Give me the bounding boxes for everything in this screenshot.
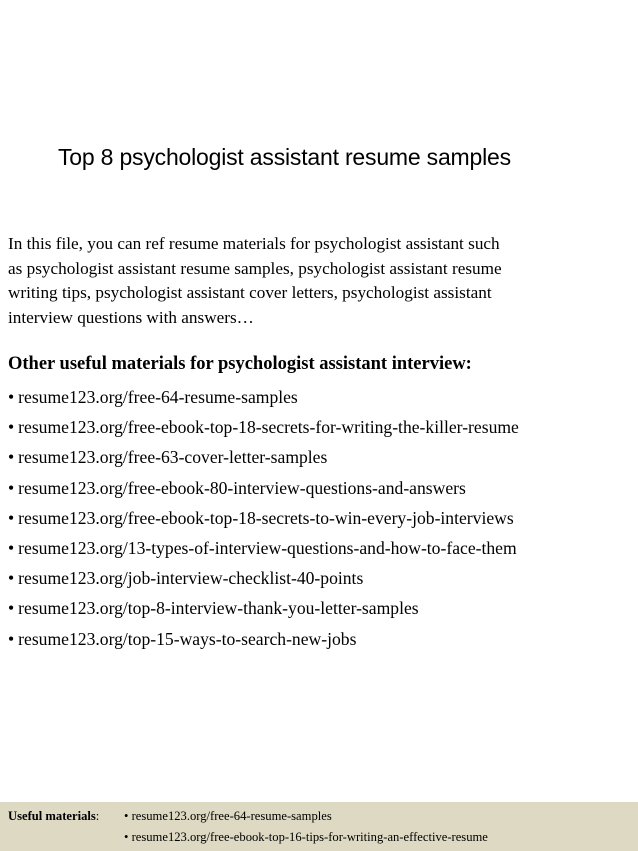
resource-link[interactable]: resume123.org/top-8-interview-thank-you-letter-samples <box>18 598 419 619</box>
footer-label <box>8 808 99 824</box>
list-item <box>8 593 636 623</box>
list-item <box>8 533 636 563</box>
resource-link[interactable]: resume123.org/job-interview-checklist-40-points <box>18 568 364 589</box>
intro-line: as psychologist assistant resume samples, psychologist assistant resume <box>8 258 502 278</box>
resource-link[interactable]: resume123.org/free-63-cover-letter-samples <box>18 447 328 468</box>
materials-heading: Other useful materials for psychologist assistant interview: <box>8 354 472 374</box>
footer-link[interactable]: resume123.org/free-ebook-top-16-tips-for-writing-an-effective-resume <box>131 830 488 844</box>
footer-list-item <box>124 808 488 829</box>
bullet: • <box>124 830 129 844</box>
footer-link[interactable]: resume123.org/free-64-resume-samples <box>131 809 332 823</box>
bullet: • <box>124 809 129 823</box>
list-item <box>8 382 636 412</box>
intro-line: In this file, you can ref resume materials for psychologist assistant such <box>8 234 500 253</box>
resource-link[interactable]: resume123.org/free-ebook-80-interview-questions-and-answers <box>18 477 466 498</box>
bullet: • <box>8 477 15 498</box>
bullet: • <box>8 507 15 528</box>
resource-link[interactable]: resume123.org/free-64-resume-samples <box>18 387 298 407</box>
intro-line: interview questions with answers… <box>8 307 254 327</box>
footer-bar <box>0 802 638 851</box>
footer-label-colon: : <box>95 809 100 823</box>
resource-link[interactable]: resume123.org/top-15-ways-to-search-new-jobs <box>18 628 357 649</box>
list-item <box>8 503 636 533</box>
intro-paragraph <box>8 232 628 330</box>
list-item <box>8 624 636 654</box>
bullet: • <box>8 568 15 589</box>
footer-link-list <box>124 808 488 850</box>
bullet: • <box>8 447 15 468</box>
bullet: • <box>8 537 15 558</box>
bullet: • <box>8 628 15 649</box>
materials-link-list <box>8 382 636 654</box>
footer-list-item <box>124 829 488 850</box>
list-item <box>8 412 636 442</box>
list-item <box>8 473 636 503</box>
list-item <box>8 442 636 472</box>
resource-link[interactable]: resume123.org/free-ebook-top-18-secrets-to-win-every-job-interviews <box>18 507 514 528</box>
page-title: Top 8 psychologist assistant resume samples <box>58 144 511 170</box>
list-item <box>8 563 636 593</box>
bullet: • <box>8 598 15 619</box>
resource-link[interactable]: resume123.org/free-ebook-top-18-secrets-for-writing-the-killer-resume <box>18 417 519 438</box>
footer-label-text: Useful materials <box>8 809 96 823</box>
bullet: • <box>8 417 15 438</box>
resource-link[interactable]: resume123.org/13-types-of-interview-questions-and-how-to-face-them <box>18 537 517 558</box>
intro-line: writing tips, psychologist assistant cover letters, psychologist assistant <box>8 283 492 302</box>
bullet: • <box>8 387 15 407</box>
